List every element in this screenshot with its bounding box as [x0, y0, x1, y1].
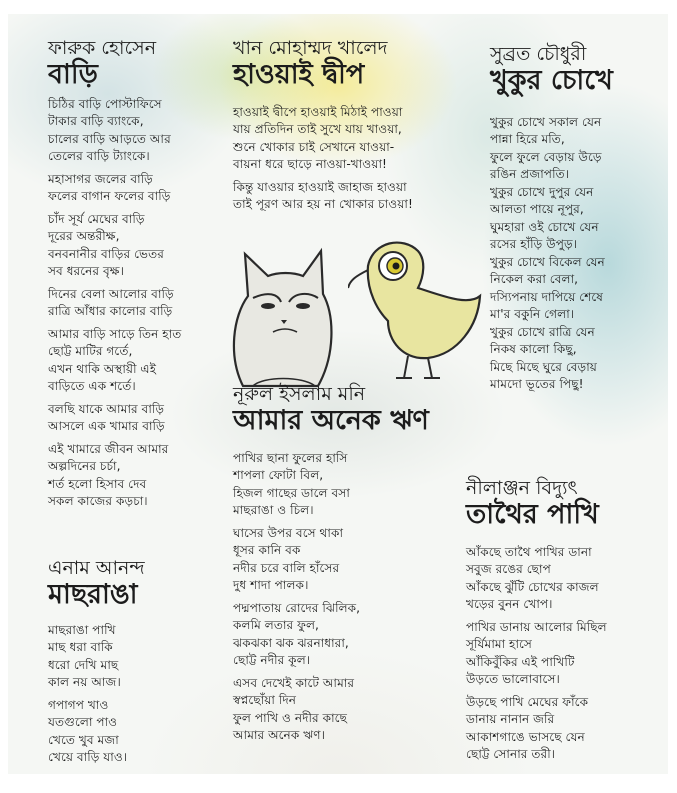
poem-line: চিঠির বাড়ি পোস্টাফিসে — [48, 96, 162, 111]
poem-title: আমার অনেক ঋণ — [233, 404, 429, 436]
poem-line: হাওয়াই দ্বীপে হাওয়াই মিঠাই পাওয়া — [233, 104, 403, 119]
stanza — [233, 104, 413, 174]
poem-line: আসলে এক খামার বাড়ি — [48, 419, 165, 434]
poem-line: চাঁদ সূর্য মেঘের বাড়ি — [48, 211, 145, 226]
poem-line: ফুল পাখি ও নদীর কাছে — [233, 710, 347, 725]
poem-line: কিন্তু যাওয়ার হাওয়াই জাহাজ হাওয়া — [233, 179, 407, 194]
poem-line: ঝকঝকা ঝক ঝরনাধারা, — [233, 635, 349, 650]
poem-line: বায়না ধরে ছাড়ে নাওয়া-খাওয়া! — [233, 157, 387, 172]
poem-line: দূরের অন্তরীক্ষ, — [48, 229, 120, 244]
poem-line: খুকুর চোখে সকাল যেন — [490, 114, 602, 129]
poem-line: কাল নয় আজ। — [48, 675, 121, 690]
poem-line: খুকুর চোখে রাত্রি যেন — [490, 324, 595, 339]
stanza — [233, 525, 429, 595]
poem-line: রসের হাঁড়ি উপুড়। — [490, 237, 578, 252]
poem-line: খেয়ে বাড়ি যাও। — [48, 750, 128, 765]
stanza — [233, 179, 413, 214]
stanza — [48, 171, 181, 206]
poem-line: বনবনানীর বাড়ির ভেতর — [48, 246, 164, 261]
poem-line: মামদো ভূতের পিছু! — [490, 377, 584, 392]
poem-line: পদ্মপাতায় রোদের ঝিলিক, — [233, 600, 361, 615]
poem-author: সুব্রত চৌধুরী — [490, 43, 587, 65]
stanza — [233, 450, 429, 520]
poem-line: মা'র বকুনি গেলা। — [490, 307, 575, 322]
poem-line: উড়তে ভালোবাসে। — [466, 672, 560, 687]
poem-line: সবুজ রঙের ছোপ — [466, 562, 551, 577]
poem-line: ফলের বাগান ফলের বাড়ি — [48, 189, 171, 204]
poem-line: আঁকছে তাথৈ পাখির ডানা — [466, 544, 592, 559]
poem-line: ছোট্ট মাটির গর্তে, — [48, 344, 133, 359]
stanza — [48, 96, 181, 166]
poem-author: নূরুল ইসলাম মনি — [233, 383, 366, 405]
poem-line: মাছ ধরা বাকি — [48, 640, 113, 655]
poem-line: তেলের বাড়ি ট্যাংকে। — [48, 149, 150, 164]
poem-line: তাই পূরণ আর হয় না খোকার চাওয়া! — [233, 197, 413, 212]
poem-line: এই খামারে জীবন আমার — [48, 441, 169, 456]
poem-line: যায় প্রতিদিন তাই সুখে যায় খাওয়া, — [233, 122, 402, 137]
poem-line: অল্পদিনের চর্চা, — [48, 459, 121, 474]
poem-author: নীলাঞ্জন বিদ্যুৎ — [466, 477, 578, 499]
poem-line: নদীর চরে বালি হাঁসের — [233, 560, 340, 575]
poem-line: ছোট্ট নদীর কূল। — [233, 653, 311, 668]
stanza — [48, 622, 145, 692]
stanza — [48, 697, 145, 767]
stanza — [466, 619, 607, 689]
poem-line: ঘুমহারা ওই চোখে যেন — [490, 219, 599, 234]
poem-line: চালের বাড়ি আড়তে আর — [48, 131, 171, 146]
poem-line: রঙিন প্রজাপতি। — [490, 167, 570, 182]
poem-line: পাখির ডানায় আলোর মিছিল — [466, 619, 607, 634]
poem-line: আমার বাড়ি সাড়ে তিন হাত — [48, 326, 182, 341]
poem-line: ধরো দেখি মাছ — [48, 657, 119, 672]
poem-line: সব ধরনের বৃক্ষ। — [48, 264, 125, 279]
poem-line: মাছরাঙা পাখি — [48, 622, 116, 637]
poetry-page — [8, 14, 668, 774]
poem-line: এসব দেখেই কাটে আমার — [233, 675, 355, 690]
poem-line: বলছি যাকে আমার বাড়ি — [48, 401, 165, 416]
poem-line: খুকুর চোখে বিকেল যেন — [490, 254, 605, 269]
poem-line: কলমি লতার ফুল, — [233, 618, 319, 633]
poem-line: খুকুর চোখে দুপুর যেন — [490, 184, 594, 199]
poem-line: টাকার বাড়ি ব্যাংকে, — [48, 114, 144, 129]
poem-line: মহাসাগর জলের বাড়ি — [48, 171, 153, 186]
stanza — [48, 401, 181, 436]
poem-title: তাথৈর পাখি — [466, 498, 599, 530]
stanza — [490, 114, 613, 394]
stanza — [466, 694, 607, 764]
poem-line: দুধ শাদা পালক। — [233, 578, 309, 593]
poem-author: এনাম আনন্দ — [48, 557, 145, 579]
poem-line: দিনের বেলা আলোর বাড়ি — [48, 286, 174, 301]
poem-line: বাড়িতে এক শর্তে। — [48, 379, 136, 394]
poem-title: খুকুর চোখে — [490, 64, 613, 96]
poem-line: মিছে মিছে ঘুরে বেড়ায় — [490, 359, 597, 374]
poem-line: ধূসর কানি বক — [233, 543, 301, 558]
poem-line: যতগুলো পাও — [48, 715, 118, 730]
poem-title: হাওয়াই দ্বীপ — [233, 58, 365, 90]
poem-khukur-chokhe — [490, 44, 613, 399]
poem-author: ফারুক হোসেন — [48, 37, 157, 59]
poem-line: ঘাসের উপর বসে থাকা — [233, 525, 344, 540]
stanza — [48, 441, 181, 511]
stanza — [48, 286, 181, 321]
poem-line: আঁকিবুঁকির এই পাখিটি — [466, 654, 575, 669]
poem-line: পান্না হিরে মতি, — [490, 132, 565, 147]
stanza — [48, 326, 181, 396]
poem-line: উড়ছে পাখি মেঘের ফাঁকে — [466, 694, 589, 709]
poem-line: স্বপ্নছোঁয়া দিন — [233, 693, 297, 708]
poem-title: মাছরাঙা — [48, 578, 138, 610]
poem-line: খেতে খুব মজা — [48, 732, 119, 747]
poem-line: ফুলে ফুলে বেড়ায় উড়ে — [490, 149, 602, 164]
bird-illustration — [348, 236, 488, 386]
stanza — [48, 211, 181, 281]
poem-line: শাপলা ফোটা বিল, — [233, 468, 324, 483]
poem-line: হিজল গাছের ডালে বসা — [233, 485, 350, 500]
poem-line: খড়ের বুনন খোপ। — [466, 597, 553, 612]
poem-line: শর্ত হলো হিসাব দেব — [48, 476, 147, 491]
poem-line: মাছরাঙা ও চিল। — [233, 503, 314, 518]
poem-line: আঁকছে ঝুঁটি চোখের কাজল — [466, 579, 599, 594]
poem-bari — [48, 38, 181, 516]
stanza — [233, 600, 429, 670]
poem-line: গপাগপ খাও — [48, 697, 109, 712]
poem-line: দস্যিপনায় দাপিয়ে শেষে — [490, 289, 604, 304]
stanza — [233, 675, 429, 745]
poem-line: আলতা পায়ে নূপুর, — [490, 202, 584, 217]
poem-line: ছোট্ট সোনার তরী। — [466, 747, 556, 762]
poem-line: শুনে খোকার চাই সেখানে যাওয়া- — [233, 139, 395, 154]
poem-hawai-dwip — [233, 38, 413, 219]
poem-author: খান মোহাম্মদ খালেদ — [233, 37, 388, 59]
poem-amar-onek-rin — [233, 384, 429, 750]
poem-line: পাখির ছানা ফুলের হাসি — [233, 450, 348, 465]
poem-line: এখন থাকি অস্থায়ী এই — [48, 361, 157, 376]
poem-line: ডানায় নানান জরি — [466, 712, 555, 727]
poem-line: রাত্রি আঁধার কালোর বাড়ি — [48, 304, 173, 319]
cat-illustration — [223, 236, 343, 396]
poem-line: নিকেল করা বেলা, — [490, 272, 578, 287]
poem-title: বাড়ি — [48, 58, 98, 90]
poem-tathoir-pakhi — [466, 478, 607, 769]
poem-line: সকল কাজের কড়চা। — [48, 494, 148, 509]
poem-line: নিকষ কালো কিছু, — [490, 342, 577, 357]
stanza — [466, 544, 607, 614]
poem-line: সূর্যিমামা হাসে — [466, 637, 532, 652]
poem-line: আকাশগাঙে ভাসছে যেন — [466, 729, 585, 744]
poem-line: আমার অনেক ঋণ। — [233, 728, 326, 743]
poem-machranga — [48, 558, 145, 772]
